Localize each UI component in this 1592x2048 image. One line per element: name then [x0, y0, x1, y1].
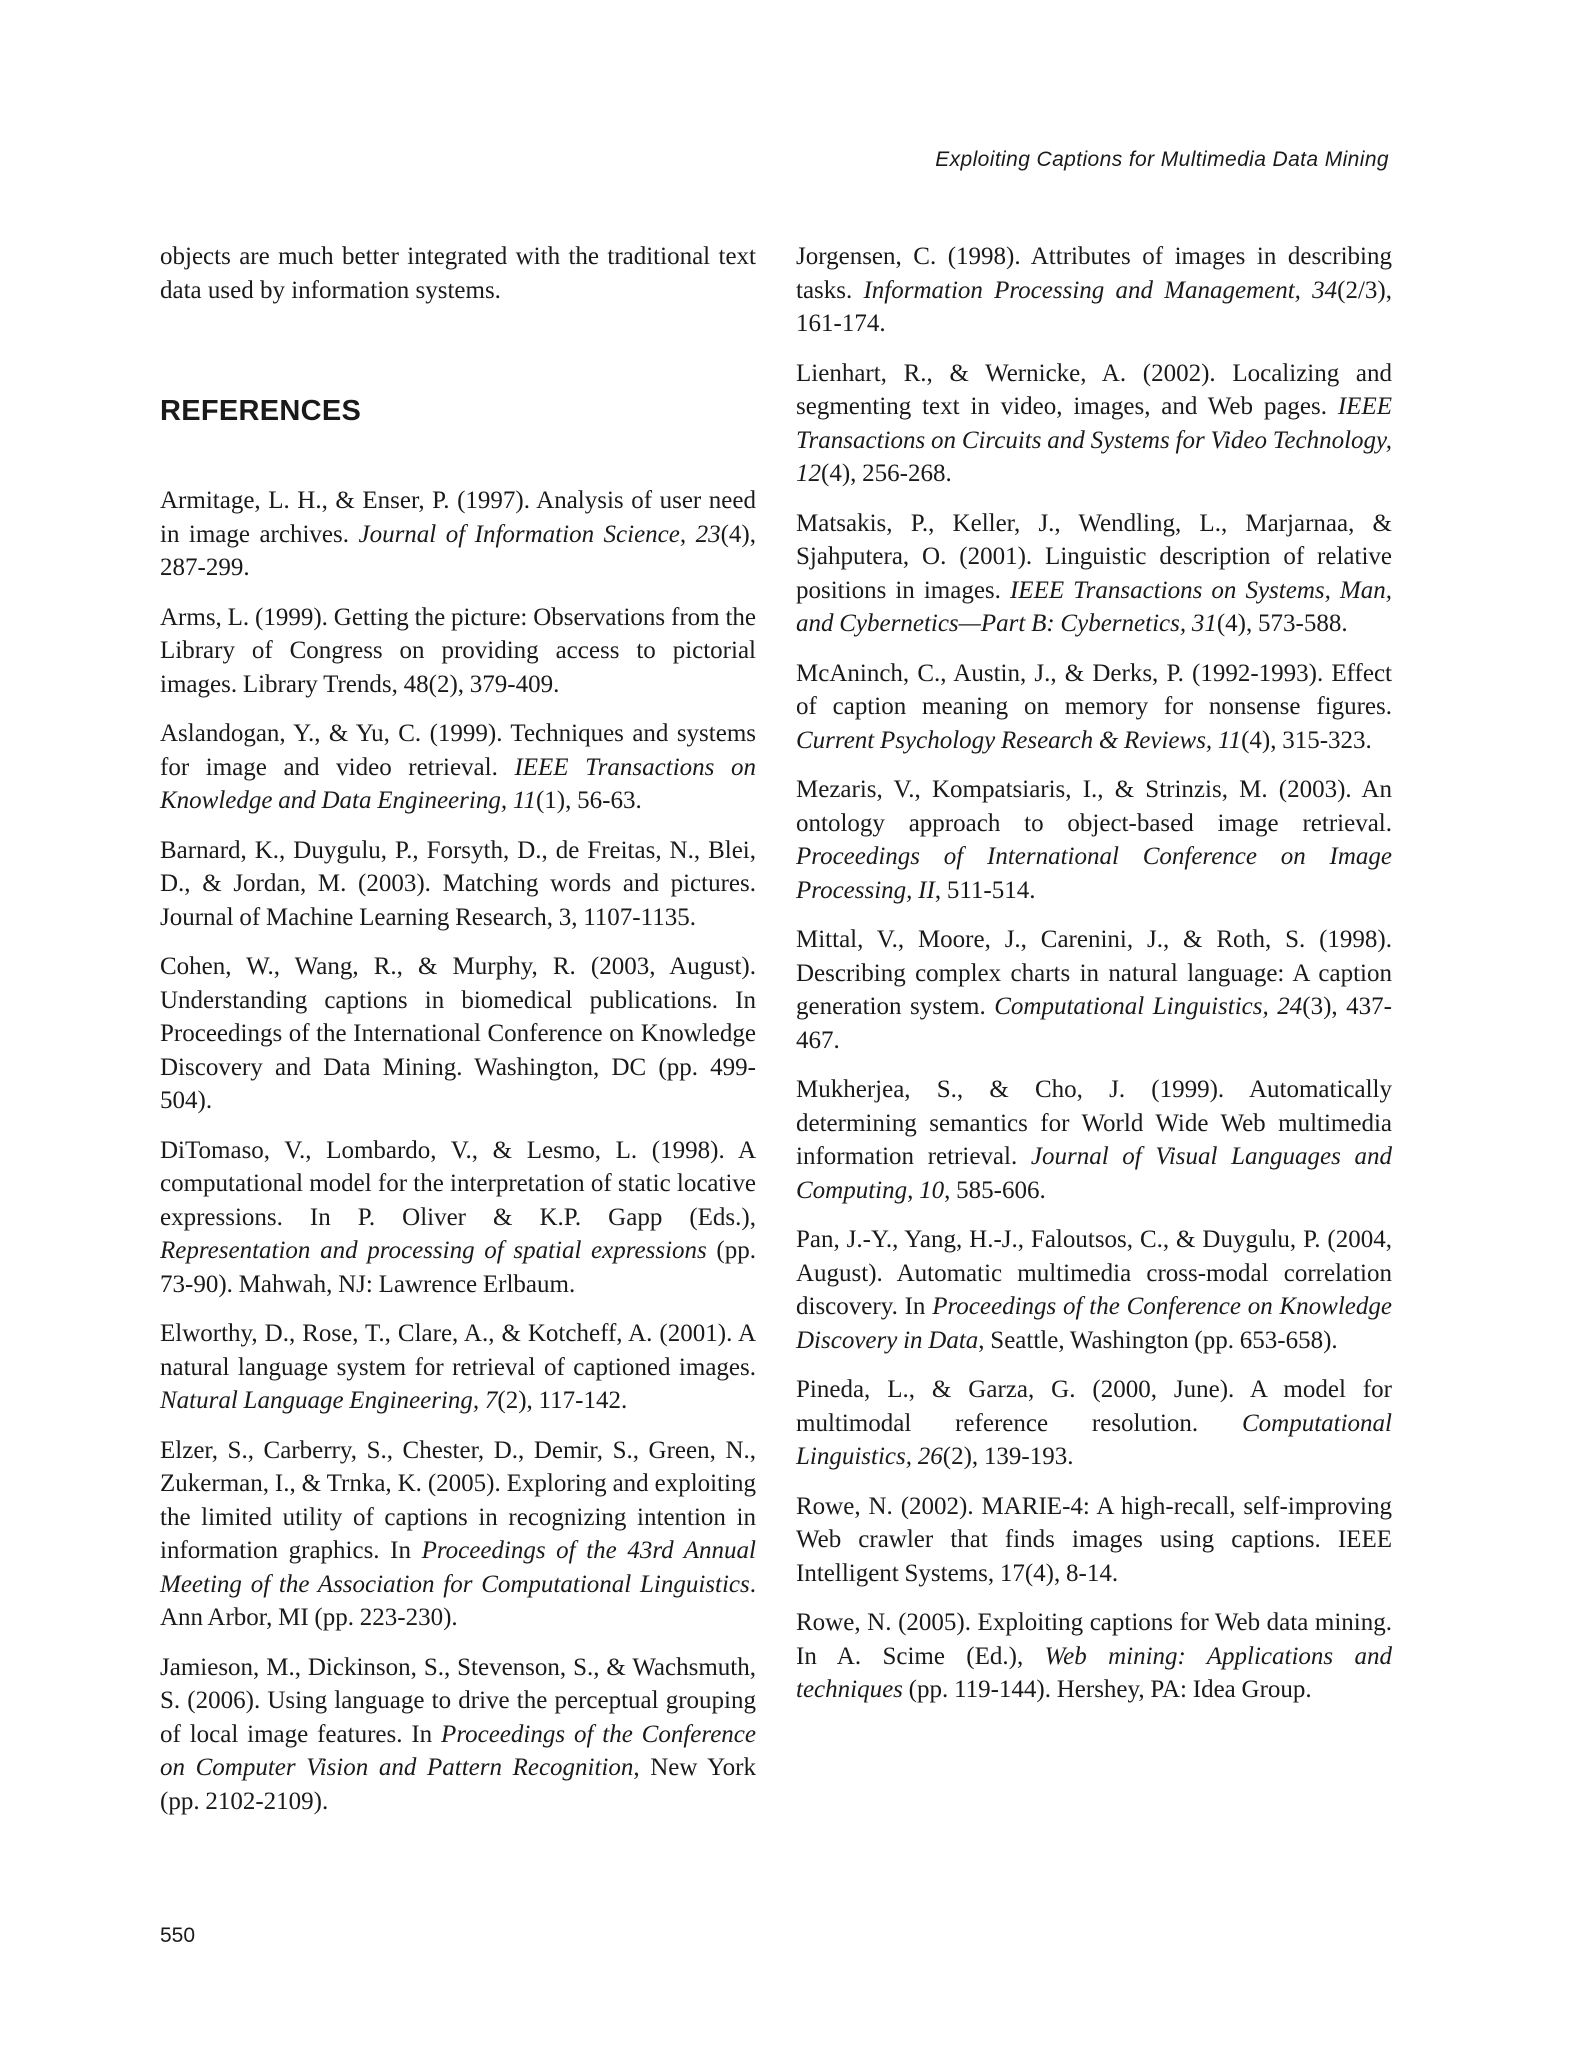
reference-entry: Mezaris, V., Kompatsiaris, I., & Strinzis, M. (2003). An ontology approach to object-based image retrieval. Proceedings of International Conference on Image Processing, II, 511-514. [796, 776, 1392, 904]
left-column [160, 240, 756, 1834]
reference-entry: Rowe, N. (2005). Exploiting captions for Web data mining. In A. Scime (Ed.), Web mining: Applications and techniques (pp. 119-144). Hershey, PA: Idea Group. [796, 1609, 1392, 1703]
reference-entry: Matsakis, P., Keller, J., Wendling, L., Marjarnaa, & Sjahputera, O. (2001). Linguistic description of relative positions in images. IEEE Transactions on Systems, Man, and Cybernetics—Part B: Cybernetics, 31(4), 573-588. [796, 509, 1392, 637]
intro-paragraph: objects are much better integrated with the traditional text data used by information systems. [160, 243, 756, 304]
reference-entry: Barnard, K., Duygulu, P., Forsyth, D., de Freitas, N., Blei, D., & Jordan, M. (2003). Matching words and pictures. Journal of Machine Learning Research, 3, 1107-1135. [160, 836, 756, 931]
reference-entry: Jorgensen, C. (1998). Attributes of images in describing tasks. Information Processing and Management, 34(2/3), 161-174. [796, 243, 1392, 337]
reference-entry: Mukherjea, S., & Cho, J. (1999). Automatically determining semantics for World Wide Web multimedia information retrieval. Journal of Visual Languages and Computing, 10, 585-606. [796, 1076, 1392, 1204]
reference-entry: McAninch, C., Austin, J., & Derks, P. (1992-1993). Effect of caption meaning on memory for nonsense figures. Current Psychology Research & Reviews, 11(4), 315-323. [796, 659, 1392, 754]
running-head: Exploiting Captions for Multimedia Data Mining [935, 148, 1389, 171]
reference-entry: Pineda, L., & Garza, G. (2000, June). A model for multimodal reference resolution. Computational Linguistics, 26(2), 139-193. [796, 1376, 1392, 1470]
reference-entry: DiTomaso, V., Lombardo, V., & Lesmo, L. (1998). A computational model for the interpretation of static locative expressions. In P. Oliver & K.P. Gapp (Eds.), Representation and processing of spatial expressions (pp. 73-90). Mahwah, NJ: Lawrence Erlbaum. [160, 1136, 756, 1298]
references-heading: REFERENCES [160, 395, 362, 427]
reference-entry: Armitage, L. H., & Enser, P. (1997). Analysis of user need in image archives. Journal of Information Science, 23(4), 287-299. [160, 487, 756, 581]
reference-entry: Arms, L. (1999). Getting the picture: Observations from the Library of Congress on providing access to pictorial images. Library Trends, 48(2), 379-409. [160, 603, 756, 698]
reference-entry: Rowe, N. (2002). MARIE-4: A high-recall, self-improving Web crawler that finds images using captions. IEEE Intelligent Systems, 17(4), 8-14. [796, 1492, 1392, 1587]
reference-entry: Lienhart, R., & Wernicke, A. (2002). Localizing and segmenting text in video, images, and Web pages. IEEE Transactions on Circuits and Systems for Video Technology, 12(4), 256-268. [796, 359, 1392, 487]
right-column [796, 240, 1392, 1723]
reference-list-left [160, 484, 756, 1818]
reference-entry: Pan, J.-Y., Yang, H.-J., Faloutsos, C., & Duygulu, P. (2004, August). Automatic multimedia cross-modal correlation discovery. In Proceedings of the Conference on Knowledge Discovery in Data, Seattle, Washington (pp. 653-658). [796, 1226, 1392, 1354]
reference-entry: Aslandogan, Y., & Yu, C. (1999). Techniques and systems for image and video retrieval. IEEE Transactions on Knowledge and Data Engineering, 11(1), 56-63. [160, 720, 756, 814]
reference-entry: Cohen, W., Wang, R., & Murphy, R. (2003, August). Understanding captions in biomedical publications. In Proceedings of the International Conference on Knowledge Discovery and Data Mining. Washington, DC (pp. 499-504). [160, 953, 756, 1114]
reference-entry: Mittal, V., Moore, J., Carenini, J., & Roth, S. (1998). Describing complex charts in natural language: A caption generation system. Computational Linguistics, 24(3), 437-467. [796, 926, 1393, 1054]
reference-entry: Jamieson, M., Dickinson, S., Stevenson, S., & Wachsmuth, S. (2006). Using language to drive the perceptual grouping of local image features. In Proceedings of the Conference on Computer Vision and Pattern Recognition, New York (pp. 2102-2109). [160, 1653, 756, 1815]
reference-entry: Elzer, S., Carberry, S., Chester, D., Demir, S., Green, N., Zukerman, I., & Trnka, K. (2005). Exploring and exploiting the limited utility of captions in recognizing intention in information graphics. In Proceedings of the 43rd Annual Meeting of the Association for Computational Linguistics. Ann Arbor, MI (pp. 223-230). [160, 1436, 756, 1631]
reference-entry: Elworthy, D., Rose, T., Clare, A., & Kotcheff, A. (2001). A natural language system for retrieval of captioned images. Natural Language Engineering, 7(2), 117-142. [160, 1320, 756, 1414]
reference-list-right [796, 240, 1392, 1707]
page-number: 550 [160, 1924, 196, 1947]
